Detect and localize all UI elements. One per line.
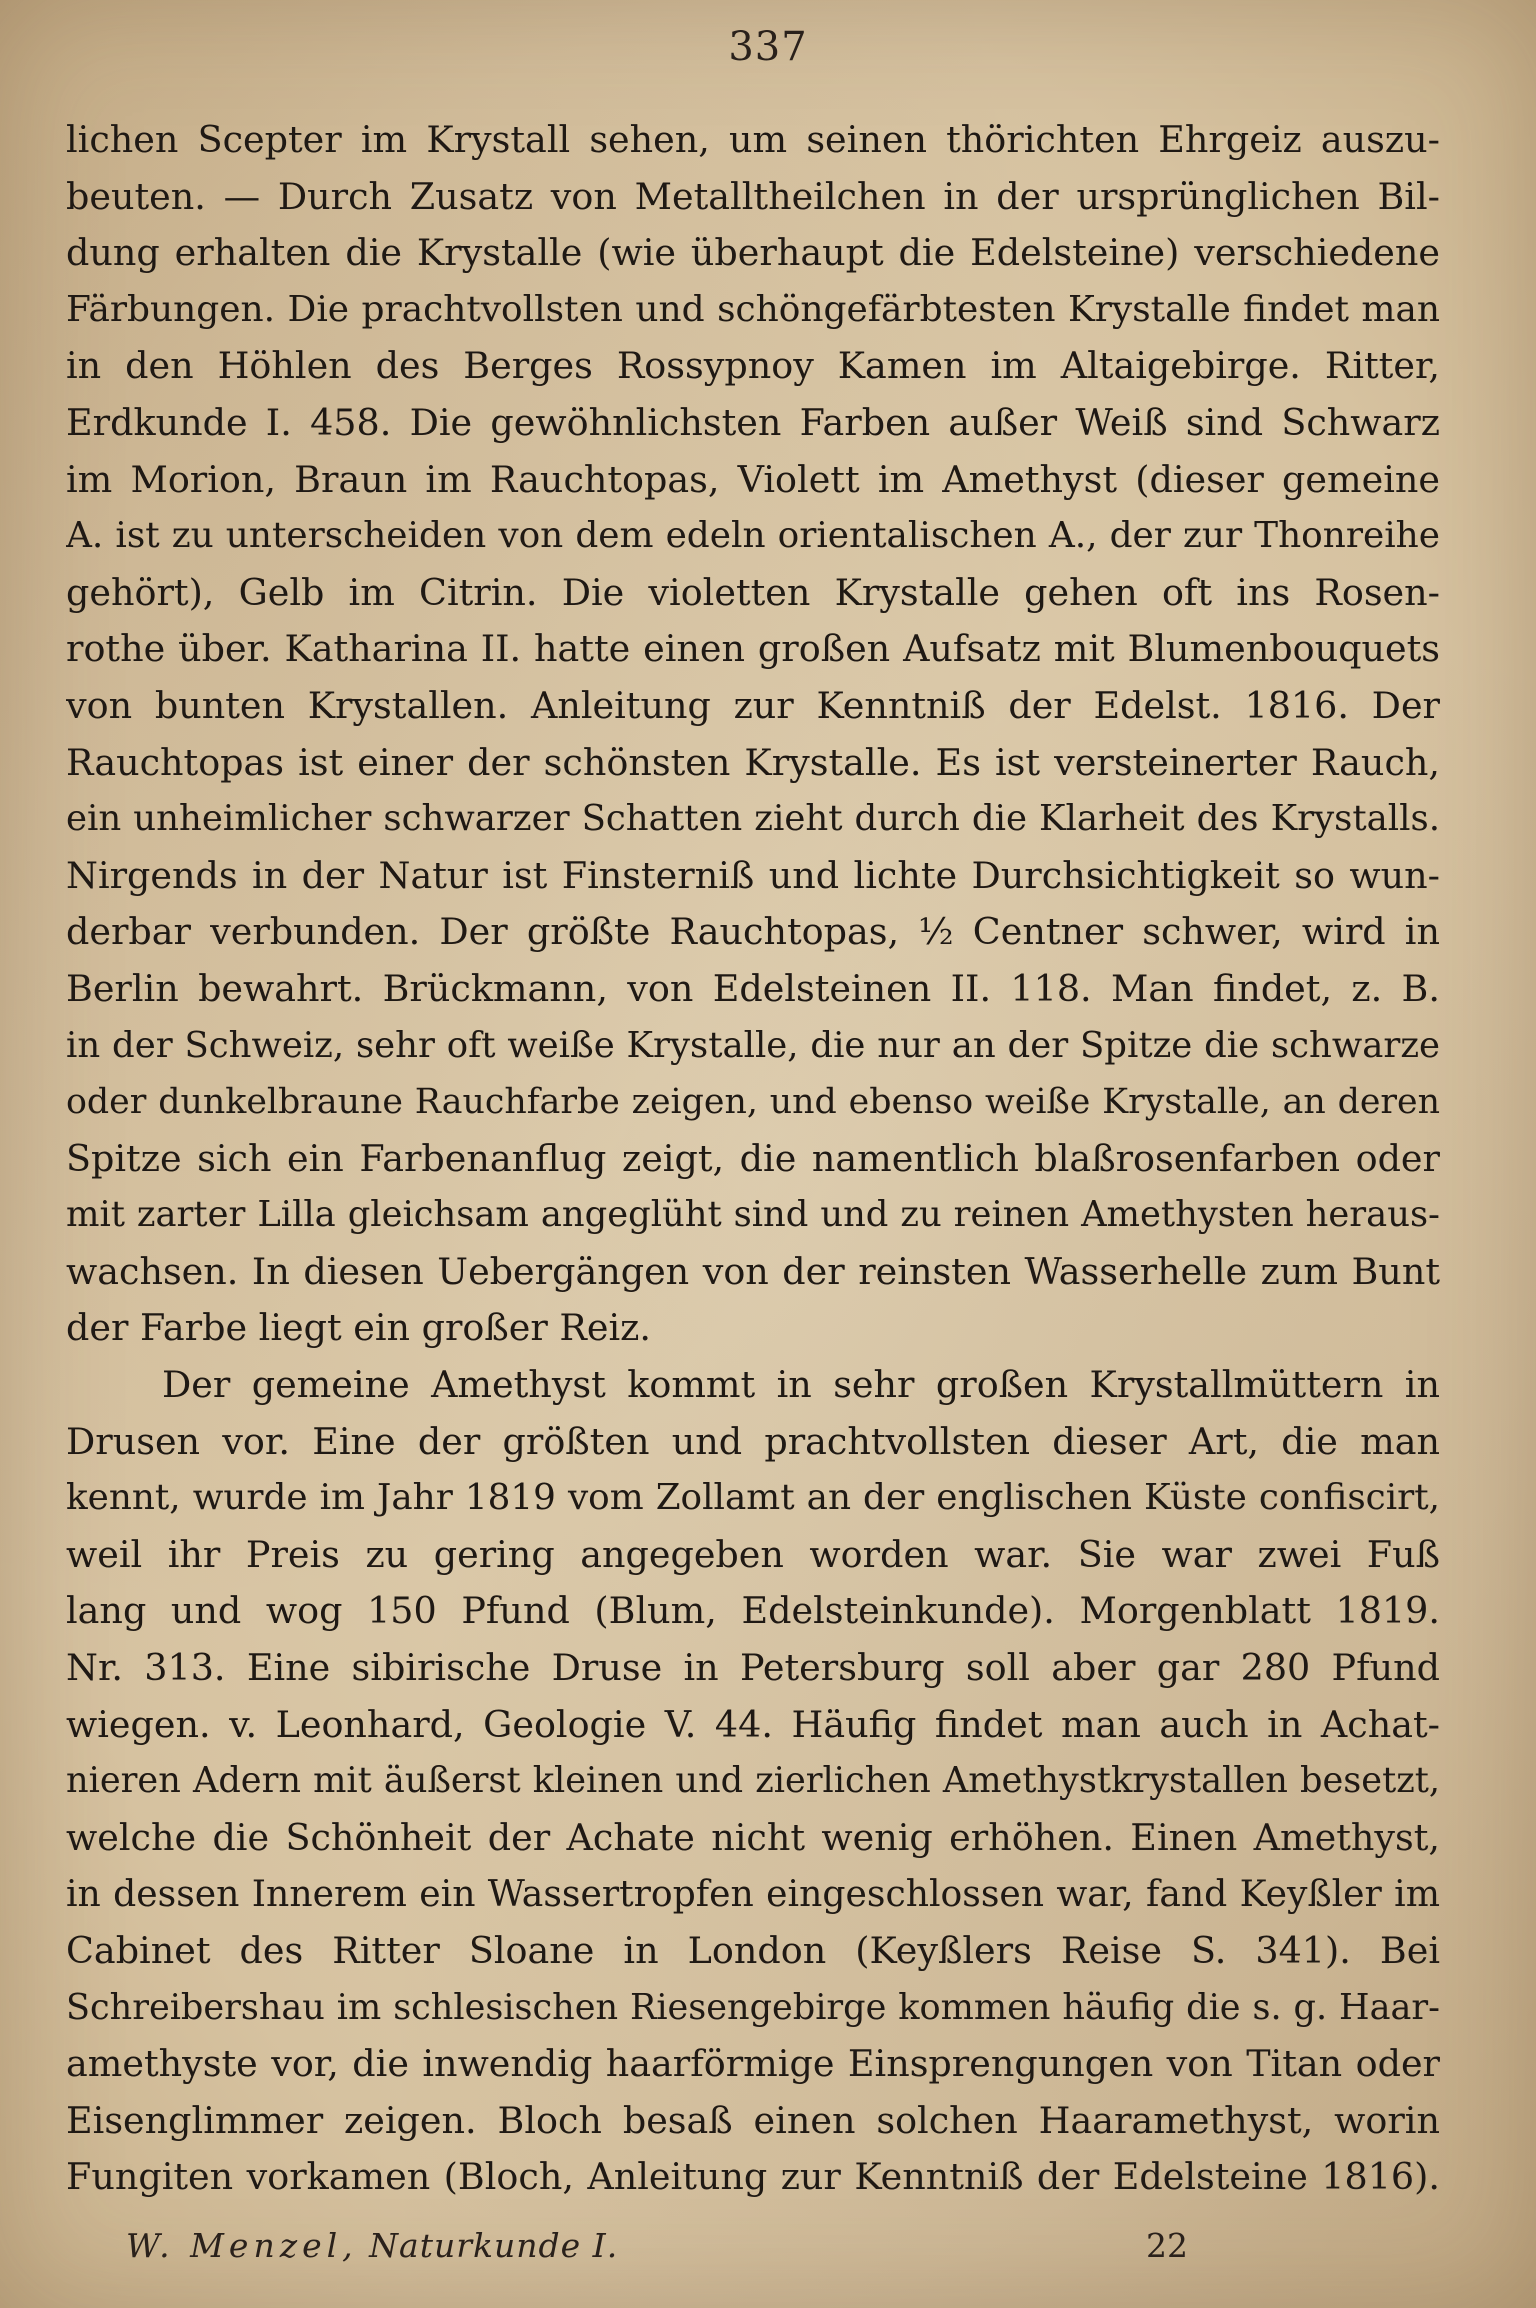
text-line: Der gemeine Amethyst kommt in sehr großen Krystallmüttern in [162, 1363, 1440, 1407]
body-text [66, 112, 1440, 2206]
text-line: Schreibershau im schlesischen Riesengebirge kommen häufig die s. g. Haar- [66, 1986, 1440, 2028]
text-line: Spitze sich ein Farbenanflug zeigt, die namentlich blaßrosenfarben oder [66, 1136, 1440, 1180]
text-line: welche die Schönheit der Achate nicht wenig erhöhen. Einen Amethyst, [66, 1815, 1440, 1859]
text-line: lichen Scepter im Krystall sehen, um seinen thörichten Ehrgeiz auszu- [66, 118, 1440, 161]
text-line: ein unheimlicher schwarzer Schatten zieht durch die Klarheit des Krystalls. [66, 798, 1440, 840]
text-line: Nirgends in der Natur ist Finsterniß und lichte Durchsichtigkeit so wun- [66, 853, 1440, 897]
sheet-number: 22 [1146, 2226, 1188, 2265]
text-line: der Farbe liegt ein großer Reiz. [66, 1306, 652, 1350]
footer-author: W. Menzel, [126, 2226, 358, 2265]
text-line: von bunten Krystallen. Anleitung zur Kenntniß der Edelst. 1816. Der [66, 683, 1440, 727]
text-line: in der Schweiz, sehr oft weiße Krystalle, die nur an der Spitze die schwarze [66, 1024, 1440, 1066]
text-line: Drusen vor. Eine der größten und prachtvollsten dieser Art, die man [66, 1419, 1440, 1463]
text-line: Färbungen. Die prachtvollsten und schöngefärbtesten Krystalle findet man [66, 288, 1440, 330]
text-line: amethyste vor, die inwendig haarförmige Einsprengungen von Titan oder [66, 2042, 1440, 2086]
text-line: Fungiten vorkamen (Bloch, Anleitung zur Kenntniß der Edelsteine 1816). [66, 2155, 1440, 2199]
text-line: Berlin bewahrt. Brückmann, von Edelsteinen II. 118. Man findet, z. B. [66, 966, 1440, 1010]
paragraph [66, 112, 1440, 1357]
text-line: lang und wog 150 Pfund (Blum, Edelsteinkunde). Morgenblatt 1819. [66, 1589, 1440, 1633]
page-number: 337 [728, 24, 808, 70]
footer-book: Naturkunde I. [369, 2226, 619, 2265]
footer-signature [126, 2226, 618, 2265]
text-line: oder dunkelbraune Rauchfarbe zeigen, und ebenso weiße Krystalle, an deren [66, 1082, 1440, 1123]
text-line: wiegen. v. Leonhard, Geologie V. 44. Häufig findet man auch in Achat- [66, 1702, 1440, 1746]
text-line: weil ihr Preis zu gering angegeben worden war. Sie war zwei Fuß [66, 1532, 1440, 1576]
text-line: kennt, wurde im Jahr 1819 vom Zollamt an der englischen Küste confiscirt, [66, 1477, 1440, 1519]
text-line: gehört), Gelb im Citrin. Die violetten Krystalle gehen oft ins Rosen- [66, 570, 1440, 614]
text-line: im Morion, Braun im Rauchtopas, Violett im Amethyst (dieser gemeine [66, 457, 1440, 501]
text-line: Eisenglimmer zeigen. Bloch besaß einen solchen Haaramethyst, worin [66, 2098, 1440, 2142]
text-line: in den Höhlen des Berges Rossypnoy Kamen im Altaigebirge. Ritter, [66, 344, 1440, 388]
text-line: Nr. 313. Eine sibirische Druse in Petersburg soll aber gar 280 Pfund [66, 1646, 1440, 1690]
text-line: dung erhalten die Krystalle (wie überhaupt die Edelsteine) verschiedene [66, 231, 1440, 275]
text-line: Rauchtopas ist einer der schönsten Krystalle. Es ist versteinerter Rauch, [66, 740, 1440, 784]
text-line: Cabinet des Ritter Sloane in London (Keyßlers Reise S. 341). Bei [66, 1929, 1440, 1972]
text-line: nieren Adern mit äußerst kleinen und zierlichen Amethystkrystallen besetzt, [66, 1760, 1440, 1802]
paragraph [66, 1357, 1440, 2206]
text-line: Erdkunde I. 458. Die gewöhnlichsten Farben außer Weiß sind Schwarz [66, 400, 1440, 444]
text-line: rothe über. Katharina II. hatte einen großen Aufsatz mit Blumenbouquets [66, 627, 1440, 671]
text-line: in dessen Innerem ein Wassertropfen eingeschlossen war, fand Keyßler im [66, 1872, 1440, 1916]
text-line: wachsen. In diesen Uebergängen von der reinsten Wasserhelle zum Bunt [66, 1249, 1440, 1293]
text-line: A. ist zu unterscheiden von dem edeln orientalischen A., der zur Thonreihe [66, 515, 1440, 557]
text-line: derbar verbunden. Der größte Rauchtopas, ½ Centner schwer, wird in [66, 910, 1440, 954]
text-line: mit zarter Lilla gleichsam angeglüht sind und zu reinen Amethysten heraus- [66, 1194, 1440, 1236]
text-line: beuten. — Durch Zusatz von Metalltheilchen in der ursprünglichen Bil- [66, 174, 1440, 218]
